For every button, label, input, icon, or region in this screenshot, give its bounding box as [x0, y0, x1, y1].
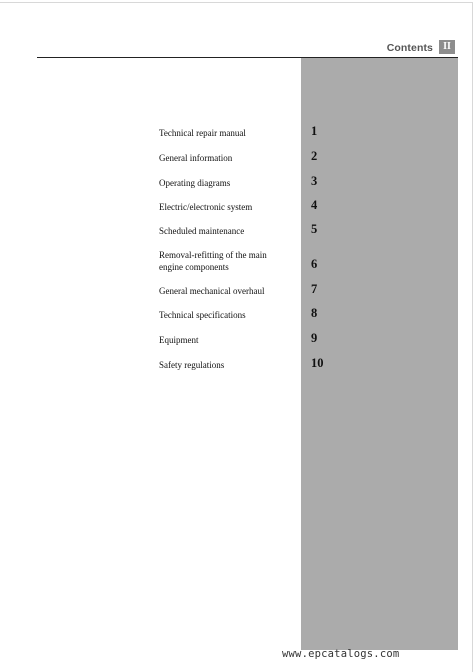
page-number-badge: II [439, 40, 455, 54]
toc-entry-number[interactable]: 6 [311, 257, 318, 271]
toc-entry-number[interactable]: 8 [311, 306, 318, 320]
toc-entry-number[interactable]: 3 [311, 174, 318, 188]
watermark-url: www.epcatalogs.com [282, 648, 400, 660]
toc-entry-label[interactable]: Removal-refitting of the main engine components [159, 250, 267, 272]
toc-entry-label[interactable]: Technical repair manual [159, 128, 246, 138]
page-title: Contents [386, 42, 433, 54]
toc-entry-label[interactable]: Safety regulations [159, 360, 225, 370]
toc-entry-number[interactable]: 10 [311, 356, 324, 370]
toc-entry-label[interactable]: General mechanical overhaul [159, 286, 265, 296]
toc-entry-number[interactable]: 9 [311, 331, 318, 345]
toc-entry-number[interactable]: 4 [311, 198, 318, 212]
toc-entry-label[interactable]: Electric/electronic system [159, 202, 253, 212]
toc-entry-number[interactable]: 5 [311, 222, 318, 236]
toc-entry-label[interactable]: Technical specifications [159, 310, 246, 320]
toc-entry-number[interactable]: 1 [311, 124, 318, 138]
toc-entry-label[interactable]: Operating diagrams [159, 178, 231, 188]
toc-entry-label[interactable]: Scheduled maintenance [159, 226, 245, 236]
toc-entry-label[interactable]: General information [159, 153, 233, 163]
toc-entry-number[interactable]: 7 [311, 282, 318, 296]
toc-entry-number[interactable]: 2 [311, 149, 318, 163]
toc-entry-label[interactable]: Equipment [159, 335, 199, 345]
